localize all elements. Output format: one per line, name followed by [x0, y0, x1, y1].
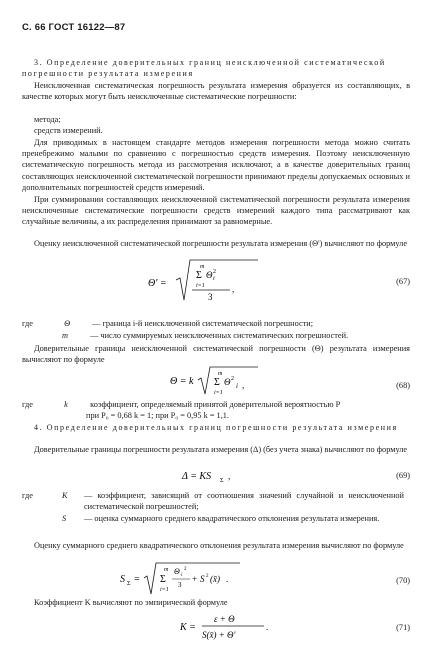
list-item-method: метода;: [34, 115, 61, 124]
svg-text:S(x̄) + Θ': S(x̄) + Θ': [202, 630, 236, 640]
svg-text:2: 2: [206, 574, 209, 579]
paragraph-theta-prime: Оценку неисключенной систематической погрешности результата измерения (Θ') вычисляют по формуле: [34, 239, 408, 248]
svg-text:3: 3: [178, 581, 182, 589]
svg-text:i=1: i=1: [196, 283, 205, 289]
svg-text:Θ = k: Θ = k: [170, 376, 194, 387]
svg-text:(x̄): (x̄): [210, 574, 220, 584]
svg-text:K =: K =: [180, 622, 196, 633]
svg-text:3: 3: [208, 292, 213, 302]
list-item-instruments: средств измерений.: [34, 126, 103, 135]
svg-text:Σ: Σ: [214, 377, 220, 388]
svg-text:Θ: Θ: [224, 377, 231, 387]
svg-text:Θ: Θ: [174, 567, 180, 576]
equation-number-69: (69): [396, 471, 410, 480]
svg-text:i: i: [181, 573, 183, 578]
definition-theta-i: [22, 318, 313, 329]
svg-text:Σ: Σ: [220, 478, 224, 484]
svg-text:2: 2: [231, 376, 234, 382]
term-theta-i: Θ: [64, 319, 71, 328]
equation-number-68: (68): [396, 381, 410, 390]
svg-text:Σ: Σ: [127, 581, 131, 587]
def-k-continued: при P₀ = 0,68 k = 1; при P₀ = 0,95 k = 1,1.: [86, 411, 229, 420]
formula-71: [178, 612, 288, 646]
equation-number-71: (71): [396, 623, 410, 632]
where-label: где: [22, 400, 33, 409]
definition-k: [22, 399, 340, 410]
svg-text:2: 2: [213, 269, 216, 275]
svg-text:m: m: [164, 567, 169, 573]
svg-text:.: .: [266, 622, 269, 632]
def-m: — число суммируемых неисключенных систематических погрешностей.: [90, 331, 349, 340]
svg-text:.: .: [226, 574, 229, 584]
svg-text:2: 2: [184, 567, 187, 572]
term-k: k: [64, 400, 68, 409]
term-S: S: [62, 514, 67, 523]
paragraph-method-negligible: Для приводимых в настоящем стандарте методов измерения погрешности метода можно считать пренебрежимо малыми по сравнению с погрешностью средств измерения. Поэтому неисключенную систематическую погрешность метода из рассмотрения исключают, а в качестве доверительных границ составляющих неисключенной систематической погрешности принимают пределы допускаемых основных и дополнительных погрешностей средств измерений.: [22, 138, 410, 192]
svg-text:i=1: i=1: [214, 390, 223, 396]
def-K: — коэффициент, зависящий от соотношения значений случайной и неисключенной систематической погрешностей;: [84, 491, 404, 512]
svg-text:m: m: [218, 371, 223, 377]
section-4-title: 4. Определение доверительных границ погрешности результата измерения: [34, 423, 398, 432]
equation-number-70: (70): [396, 576, 410, 585]
equation-number-67: (67): [396, 277, 410, 286]
svg-text:Θ: Θ: [206, 270, 213, 280]
formula-70: [118, 560, 258, 598]
formula-69: [180, 466, 270, 484]
paragraph-K-empirical: Коэффициент K вычисляют по эмпирической формуле: [34, 598, 228, 607]
svg-text:Σ: Σ: [160, 574, 166, 585]
svg-text:ε + Θ: ε + Θ: [214, 614, 235, 624]
svg-text:S: S: [200, 574, 205, 584]
page-header: С. 66 ГОСТ 16122—87: [22, 22, 126, 33]
svg-text:,: ,: [242, 380, 245, 390]
svg-text:Σ: Σ: [196, 270, 202, 281]
def-k: коэффициент, определяемый принятой доверительной вероятностью P: [90, 400, 341, 409]
svg-text:i=1: i=1: [160, 587, 169, 593]
where-label: где: [22, 319, 33, 328]
paragraph-delta: Доверительные границы погрешности результата измерения (Δ) (без учета знака) вычисляют по формуле: [34, 445, 408, 454]
paragraph-theta-bounds: Доверительные границы неисключенной систематической погрешности (Θ) результата измерения вычисляют по формуле: [22, 344, 410, 365]
svg-text:Θ' =: Θ' =: [148, 278, 167, 289]
paragraph-s-sigma: Оценку суммарного среднего квадратического отклонения результата измерения вычисляют по формуле: [34, 541, 404, 550]
term-K: K: [62, 491, 68, 500]
definition-K: [22, 490, 410, 512]
svg-text:=: =: [134, 574, 140, 585]
def-S: — оценка суммарного среднего квадратического отклонения результата измерения.: [84, 514, 380, 523]
svg-text:,: ,: [232, 284, 235, 294]
paragraph-systematic-components: Неисключенная систематическая погрешность результата измерения образуется из составляющих, в качестве которых могут быть неисключенные систематические погрешности:: [22, 81, 410, 102]
term-m: m: [62, 331, 68, 340]
formula-68: [168, 364, 278, 398]
svg-text:i: i: [213, 276, 215, 282]
svg-text:+: +: [192, 574, 198, 584]
paragraph-summation: При суммировании составляющих неисключенной систематической погрешности результата измерения неисключенные систематические погрешности средств измерений каждого типа рассматривают как случайные величины, а их распределения принимают за равномерные.: [22, 195, 410, 227]
definition-m: [62, 330, 348, 341]
where-label: где: [22, 491, 33, 500]
def-theta-i: — граница i-й неисключенной систематической погрешности;: [92, 319, 314, 328]
section-3-title: 3. Определение доверительных границ неисключенной систематической погрешности результата измерения: [22, 58, 386, 79]
svg-text:,: ,: [228, 471, 231, 481]
formula-67: [140, 256, 260, 310]
svg-text:Δ = KS: Δ = KS: [182, 471, 212, 482]
definition-S: [62, 513, 410, 524]
svg-text:m: m: [200, 264, 205, 270]
svg-text:S: S: [120, 574, 125, 585]
svg-text:i: i: [236, 382, 238, 390]
